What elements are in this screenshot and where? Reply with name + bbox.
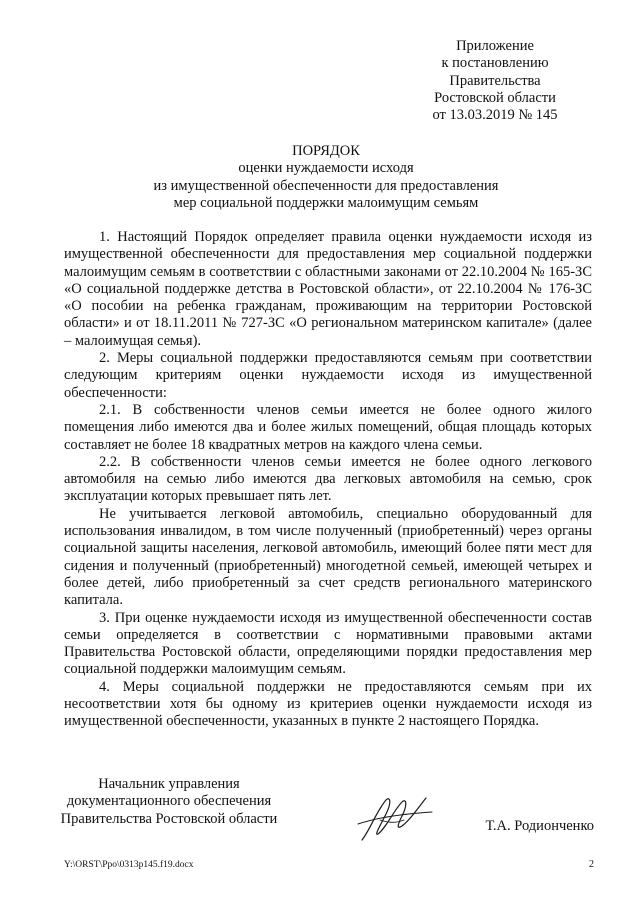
appendix-line: Правительства: [449, 72, 541, 89]
position-line: Начальник управления: [98, 776, 240, 792]
paragraph-2-2: 2.2. В собственности членов семьи имеется не более одного легкового автомобиля на семью либо имеются два легковых автомобиля на семью, срок эксплуатации которых превышает пять лет.: [64, 453, 592, 505]
title-line: из имущественной обеспеченности для предоставления: [153, 177, 499, 194]
signatory-name: Т.А. Родионченко: [485, 818, 594, 834]
paragraph-1: 1. Настоящий Порядок определяет правила оценки нуждаемости исходя из имущественной обеспеченности для предоставления мер социальной поддержки малоимущим семьям в соответствии с областными законами от 22.10.2004 № 165-ЗС «О социальной поддержке детства в Ростовской области», от 22.10.2004 № 176-ЗС «О пособии на ребенка гражданам, проживающим на территории Ростовской области» и от 18.11.2011 № 727-ЗС «О региональном материнском капитале» (далее – малоимущая семья).: [64, 229, 592, 349]
title-line: оценки нуждаемости исходя: [238, 160, 414, 177]
handwritten-signature: [356, 790, 436, 846]
document-title: [60, 143, 592, 212]
title-heading: ПОРЯДОК: [292, 143, 360, 159]
appendix-line: Ростовской области: [434, 89, 556, 106]
position-line: Правительства Ростовской области: [60, 810, 278, 827]
appendix-line: Приложение: [456, 38, 534, 54]
position-line: документационного обеспечения: [66, 793, 272, 810]
paragraph-4: 4. Меры социальной поддержки не предоставляются семьям при их несоответствии хотя бы одному из критериев оценки нуждаемости исходя из имущественной обеспеченности, указанных в пункте 2 настоящего Порядка.: [64, 678, 592, 730]
paragraph-2-1: 2.1. В собственности членов семьи имеется не более одного жилого помещения либо имеются два и более жилых помещений, общая площадь которых составляет не более 18 квадратных метров на каждого члена семьи.: [64, 401, 592, 453]
paragraph-2-2-note: Не учитывается легковой автомобиль, специально оборудованный для использования инвалидом, в том числе полученный (приобретенный) через органы социальной защиты населения, легковой автомобиль, имеющий более пяти мест для сидения и полученный (приобретенный) многодетной семьей, имеющей четырех и более детей, либо приобретенный за счет средств регионального материнского капитала.: [64, 505, 592, 609]
appendix-line: от 13.03.2019 № 145: [432, 107, 558, 124]
page-number: 2: [589, 859, 594, 870]
paragraph-3: 3. При оценке нуждаемости исходя из имущественной обеспеченности состав семьи определяется в соответствии с нормативными правовыми актами Правительства Ростовской области, определяющими порядки предоставления мер социальной поддержки малоимущим семьям.: [64, 609, 592, 678]
signatory-position: [40, 776, 298, 828]
appendix-line: к постановлению: [441, 55, 549, 72]
document-body: [64, 229, 592, 731]
appendix-header: [400, 38, 590, 124]
paragraph-2: 2. Меры социальной поддержки предоставляются семьям при соответствии следующим критериям оценки нуждаемости исходя из имущественной обеспеченности:: [64, 350, 592, 401]
title-line: мер социальной поддержки малоимущим семьям: [173, 194, 479, 211]
footer-file-path: Y:\ORST\Ppo\0313p145.f19.docx: [64, 860, 194, 870]
